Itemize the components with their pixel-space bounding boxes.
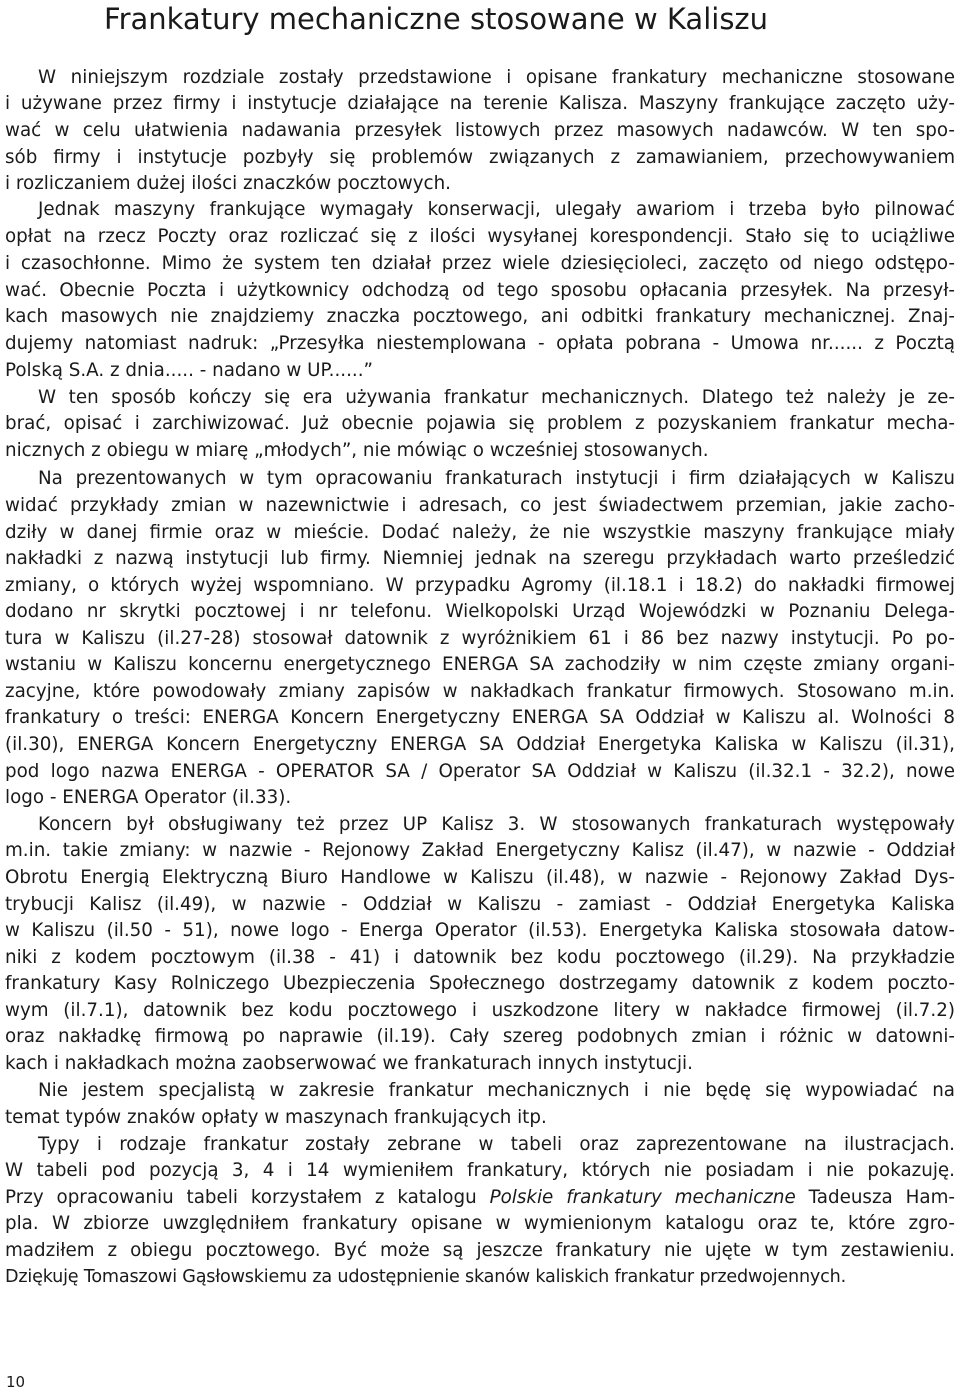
- text-line: i rozliczaniem dużej ilości znaczków pocztowych.: [5, 173, 451, 194]
- text-line: brać, opisać i zarchiwizować. Już obecnie pojawia się problem z pozyskaniem frankatur mecha-: [5, 413, 955, 434]
- text-line: temat typów znaków opłaty w maszynach frankujących itp.: [5, 1107, 547, 1128]
- text-line: [5, 1185, 955, 1211]
- text-line: W ten sposób kończy się era używania frankatur mechanicznych. Dlatego też należy je ze-: [38, 387, 955, 408]
- catalog-author: Tadeusza Ham-: [795, 1187, 955, 1208]
- text-line: logo - ENERGA Operator (il.33).: [5, 787, 292, 808]
- text-line: wać. Obecnie Poczta i użytkownicy odchodzą od tego sposobu opłacania przesyłek. Na przesył-: [5, 280, 955, 301]
- text-line: m.in. takie zmiany: w nazwie - Rejonowy Zakład Energetyczny Kalisz (il.47), w nazwie - Oddział: [5, 840, 955, 861]
- text-line: zacyjne, które powodowały zmiany zapisów w nakładkach frankatur firmowych. Stosowano m.in.: [5, 681, 955, 702]
- text-line: nicznych z obiegu w miarę „młodych”, nie mówiąc o wcześniej stosowanych.: [5, 440, 709, 461]
- text-line: W niniejszym rozdziale zostały przedstawione i opisane frankatury mechaniczne stosowane: [38, 67, 955, 88]
- text-line: zmiany, o których wyżej wspomniano. W przypadku Agromy (il.18.1 i 18.2) do nakładki firmowej: [5, 575, 955, 596]
- text-line: opłat na rzecz Poczty oraz rozliczać się z ilości wysyłanej korespondencji. Stało się to uciążliwe: [5, 226, 955, 247]
- text-line: wstaniu w Kaliszu koncernu energetycznego ENERGA SA zachodziły w nim częste zmiany organi-: [5, 654, 955, 675]
- text-line: widać przykłady zmian w nazewnictwie i adresach, co jest świadectwem przemian, jakie zacho-: [5, 495, 955, 516]
- text-line: kach masowych nie znajdziemy znaczka pocztowego, ani odbitki frankatury mechanicznej. Znaj-: [5, 306, 955, 327]
- text-line: kach i nakładkach można zaobserwować we frankaturach innych instytucji.: [5, 1053, 693, 1074]
- text-line: dujemy natomiast nadruk: „Przesyłka niestemplowana - opłata pobrana - Umowa nr...... z Pocztą: [5, 333, 955, 354]
- text-line: tura w Kaliszu (il.27-28) stosował datownik z wyróżnikiem 61 i 86 bez nazwy instytucji. Po po-: [5, 628, 955, 649]
- text-line: Dziękuję Tomaszowi Gąsłowskiemu za udostępnienie skanów kaliskich frankatur przedwojennych.: [5, 1267, 846, 1287]
- text-line: i używane przez firmy i instytucje działające na terenie Kalisza. Maszyny frankujące zaczęto uży-: [5, 93, 955, 114]
- text-line: pod logo nazwa ENERGA - OPERATOR SA / Operator SA Oddział w Kaliszu (il.32.1 - 32.2), nowe: [5, 761, 955, 782]
- text-line: Nie jestem specjalistą w zakresie frankatur mechanicznych i nie będę się wypowiadać na: [38, 1080, 955, 1101]
- text-line: dziły w danej firmie oraz w mieście. Dodać należy, że nie wszystkie maszyny frankujące miały: [5, 522, 955, 543]
- text-line: frankatury Kasy Rolniczego Ubezpieczenia Społecznego dostrzegamy datownik z kodem poczto-: [5, 973, 955, 994]
- text-line: Typy i rodzaje frankatur zostały zebrane w tabeli oraz zaprezentowane na ilustracjach.: [38, 1134, 955, 1155]
- text-line: (il.30), ENERGA Koncern Energetyczny ENERGA SA Oddział Energetyka Kaliska w Kaliszu (il.31),: [5, 734, 955, 755]
- text-line: niki z kodem pocztowym (il.38 - 41) i datownik bez kodu pocztowego (il.29). Na przykładzie: [5, 947, 955, 968]
- text-line: sób firmy i instytucje pozbyły się problemów związanych z zamawianiem, przechowywaniem: [5, 147, 955, 168]
- text-line: i czasochłonne. Mimo że system ten działał przez wiele dziesięcioleci, zaczęto od niego odstępo-: [5, 253, 955, 274]
- text-line: Obrotu Energią Elektryczną Biuro Handlowe w Kaliszu (il.48), w nazwie - Rejonowy Zakład Dys-: [5, 867, 955, 888]
- text-line: wym (il.7.1), datownik bez kodu pocztowego i uszkodzone litery w nakładce firmowej (il.7.2): [5, 1000, 955, 1021]
- text-line: madziłem z obiegu pocztowego. Być może są jeszcze frankatury nie ujęte w tym zestawieniu.: [5, 1240, 955, 1261]
- text-line: nakładki z nazwą instytucji lub firmy. Niemniej jednak na szeregu przykładach warto prześledzić: [5, 548, 955, 569]
- text-line: dodano nr skrytki pocztowej i nr telefonu. Wielkopolski Urząd Wojewódzki w Poznaniu Delega-: [5, 601, 955, 622]
- text-line: w Kaliszu (il.50 - 51), nowe logo - Energa Operator (il.53). Energetyka Kaliska stosowała datow-: [5, 920, 955, 941]
- text-line: frankatury o treści: ENERGA Koncern Energetyczny ENERGA SA Oddział w Kaliszu al. Wolności 8: [5, 707, 955, 728]
- page-title: Frankatury mechaniczne stosowane w Kaliszu: [104, 2, 769, 36]
- text-line-part: Przy opracowaniu tabeli korzystałem z katalogu: [5, 1187, 490, 1208]
- text-line: Polską S.A. z dnia..... - nadano w UP......”: [5, 360, 373, 381]
- text-line: Koncern był obsługiwany też przez UP Kalisz 3. W stosowanych frankaturach występowały: [38, 814, 955, 835]
- text-line: pla. W zbiorze uwzględniłem frankatury opisane w wymienionym katalogu oraz te, które zgro-: [5, 1213, 955, 1234]
- text-line: wać w celu ułatwienia nadawania przesyłek listowych przez masowych nadawców. W ten spo-: [5, 120, 955, 141]
- text-line: oraz nakładkę firmową po naprawie (il.19). Cały szereg podobnych zmian i różnic w datowni-: [5, 1026, 955, 1047]
- text-line: Na prezentowanych w tym opracowaniu frankaturach instytucji i firm działających w Kaliszu: [38, 468, 955, 489]
- catalog-title: Polskie frankatury mechaniczne: [489, 1187, 796, 1208]
- text-line: Jednak maszyny frankujące wymagały konserwacji, ulegały awariom i trzeba było pilnować: [38, 199, 955, 220]
- text-line: W tabeli pod pozycją 3, 4 i 14 wymieniłem frankatury, których nie posiadam i nie pokazuję.: [5, 1160, 955, 1181]
- text-line: trybucji Kalisz (il.49), w nazwie - Oddział w Kaliszu - zamiast - Oddział Energetyka Kaliska: [5, 894, 955, 915]
- page-number: 10: [6, 1373, 26, 1391]
